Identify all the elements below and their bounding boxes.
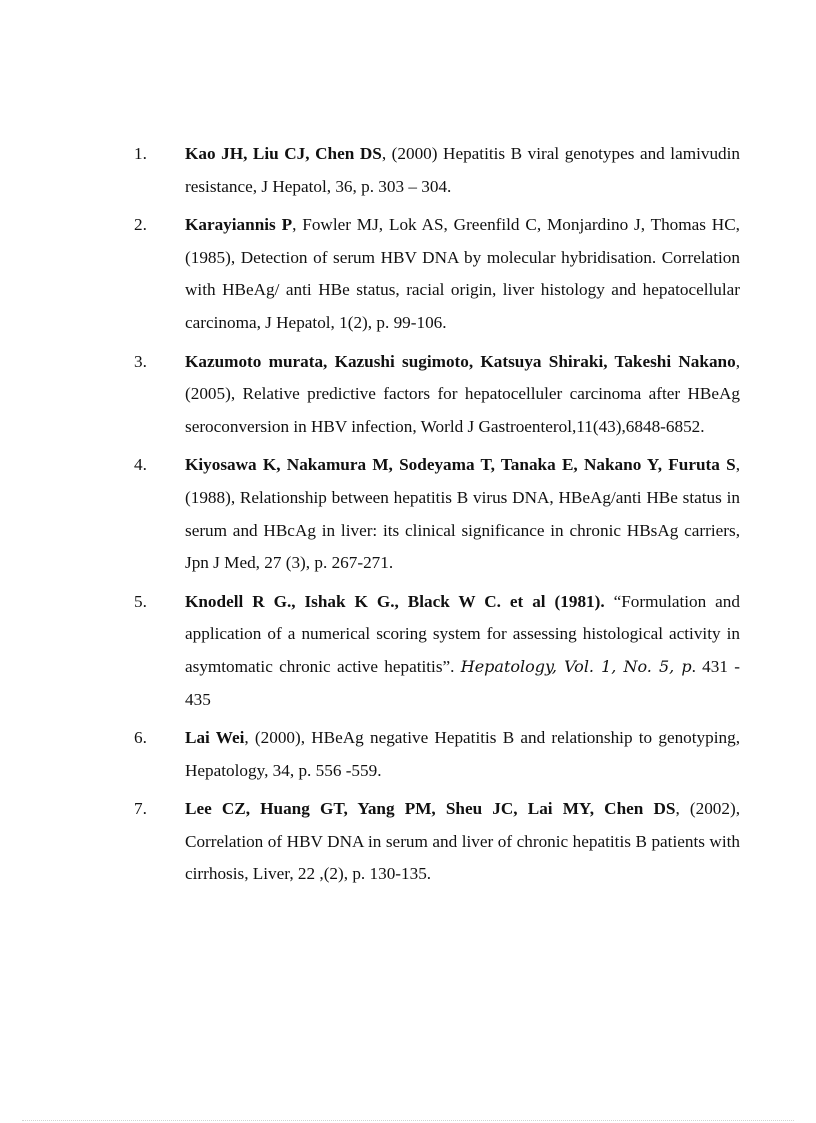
reference-authors: Kazumoto murata, Kazushi sugimoto, Katsuya Shiraki, Takeshi Nakano (185, 351, 736, 371)
reference-number: 2. (134, 215, 147, 235)
reference-text: , (2005), Relative predictive factors for hepatocelluler carcinoma after HBeAg seroconversion in HBV infection, World J Gastroenterol,11(43),6848-6852. (185, 351, 740, 436)
reference-text: , Fowler MJ, Lok AS, Greenfild C, Monjardino J, Thomas HC, (1985), Detection of serum HBV DNA by molecular hybridisation. Correlation with HBeAg/ anti HBe status, racial origin, liver histology and hepatocellular carcinoma, J Hepatol, 1(2), p. 99-106. (185, 215, 740, 332)
reference-text: “Formulation and application of a numerical scoring system for assessing histological activity in asymtomatic chronic active hepatitis”. (185, 591, 740, 676)
reference-text: , (2000) Hepatitis B viral genotypes and lamivudin resistance, J Hepatol, 36, p. 303 – 304. (185, 144, 741, 196)
reference-item (134, 346, 740, 444)
reference-number: 6. (134, 728, 147, 748)
reference-text: , (1988), Relationship between hepatitis B virus DNA, HBeAg/anti HBe status in serum and HBcAg in liver: its clinical significance in chronic HBsAg carriers, Jpn J Med, 27 (3), p. 267-271. (185, 455, 740, 573)
reference-number: 4. (134, 455, 147, 475)
reference-item (134, 586, 740, 716)
reference-number: 3. (134, 351, 147, 371)
reference-authors: Kao JH, Liu CJ, Chen DS (185, 144, 382, 163)
reference-list (134, 138, 740, 897)
reference-body (185, 728, 740, 780)
reference-item (134, 722, 740, 787)
reference-journal: Hepatology, Vol. 1, No. 5, p (460, 656, 692, 676)
reference-item (134, 793, 740, 891)
reference-authors: Knodell R G., Ishak K G., Black W C. et al (1981). (185, 591, 605, 611)
reference-body (185, 455, 740, 572)
reference-number: 5. (134, 591, 147, 611)
reference-body (185, 215, 740, 332)
reference-item (134, 138, 740, 203)
reference-number: 1. (134, 144, 147, 163)
reference-body (185, 144, 740, 196)
reference-item (134, 449, 740, 579)
reference-authors: Lee CZ, Huang GT, Yang PM, Sheu JC, Lai MY, Chen DS (185, 799, 676, 819)
reference-authors: Karayiannis P (185, 215, 293, 235)
reference-pages: . 431 - 435 (185, 656, 740, 709)
reference-authors: Kiyosawa K, Nakamura M, Sodeyama T, Tanaka E, Nakano Y, Furuta S (185, 455, 736, 475)
reference-number: 7. (134, 799, 147, 819)
reference-authors: Lai Wei (185, 728, 245, 748)
reference-body (185, 592, 740, 709)
reference-body (185, 799, 740, 883)
page-bottom-divider (22, 1120, 794, 1121)
reference-text: , (2002), Correlation of HBV DNA in serum and liver of chronic hepatitis B patients with cirrhosis, Liver, 22 ,(2), p. 130-135. (185, 799, 741, 884)
reference-item (134, 209, 740, 339)
reference-text: , (2000), HBeAg negative Hepatitis B and relationship to genotyping, Hepatology, 34, p. 556 -559. (185, 728, 740, 780)
reference-body (185, 352, 740, 436)
